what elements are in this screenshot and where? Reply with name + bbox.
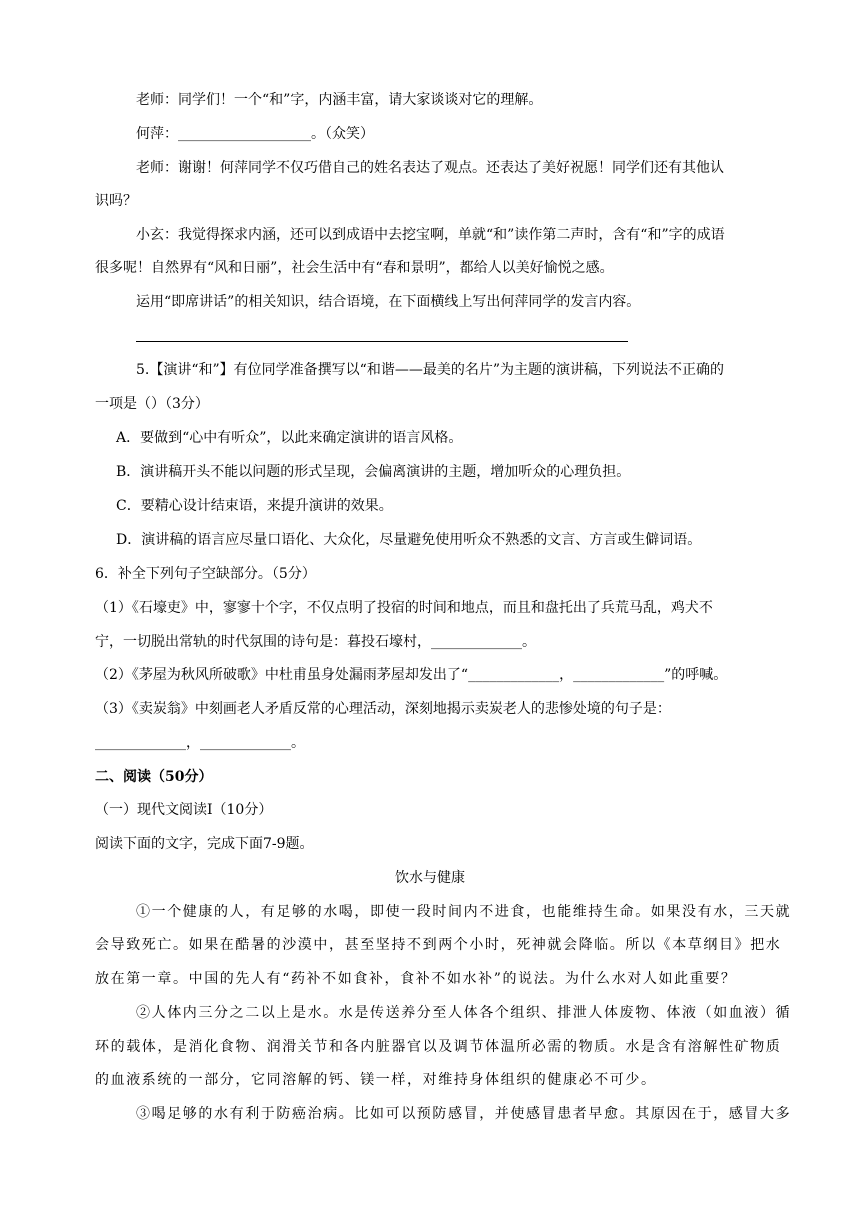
q5-option-a: A．要做到“心中有听众”，以此来确定演讲的语言风格。 [116,430,463,446]
q6-item-1-line-2: 宁，一切脱出常轨的时代氛围的诗句是：暮投石壕村，_____________。 [95,634,536,650]
q6-stem: 6．补全下列句子空缺部分。（5分） [95,566,316,582]
article-p2-line-2: 环的载体，是消化食物、润滑关节和各内脏器官以及调节体温所必需的物质。水是含有溶解性矿物质 [95,1039,782,1055]
q6-item-3-line-1: （3）《卖炭翁》中刻画老人矛盾反常的心理活动，深刻地揭示卖炭老人的悲惨处境的句子是： [95,701,671,717]
q5-option-d: D．演讲稿的语言应尽量口语化、大众化，尽量避免使用听众不熟悉的文言、方言或生僻词语。 [116,532,702,548]
dialogue-instruction: 运用“即席讲话”的相关知识，结合语境，在下面横线上写出何萍同学的发言内容。 [136,294,641,310]
q6-item-1-line-1: （1）《石壕吏》中，寥寥十个字，不仅点明了投宿的时间和地点，而且和盘托出了兵荒马乱，鸡犬不 [95,600,713,616]
article-p1-line-2: 会导致死亡。如果在酷暑的沙漠中，甚至坚持不到两个小时，死神就会降临。所以《本草纲目》把水 [95,937,782,953]
q6-item-3-line-2: _____________，_____________。 [95,735,305,751]
dialogue-teacher-2-line-1: 老师：谢谢！何萍同学不仅巧借自己的姓名表达了观点。还表达了美好祝愿！同学们还有其他认 [136,160,724,176]
article-p3-line-1: ③喝足够的水有利于防癌治病。比如可以预防感冒，并使感冒患者早愈。其原因在于，感冒大多 [136,1106,792,1122]
dialogue-heping: 何萍：___________________。（众笑） [136,126,374,142]
dialogue-xiaoxuan-line-2: 很多呢！自然界有“风和日丽”，社会生活中有“春和景明”，都给人以美好愉悦之感。 [95,260,614,276]
article-p1-line-3: 放在第一章。中国的先人有“药补不如食补，食补不如水补”的说法。为什么水对人如此重要？ [95,971,737,987]
article-p2-line-1: ②人体内三分之二以上是水。水是传送养分至人体各个组织、排泄人体废物、体液（如血液）循 [136,1005,792,1021]
section-2-heading: 二、阅读（50分） [95,769,213,785]
dialogue-teacher-1: 老师：同学们！一个“和”字，内涵丰富，请大家谈谈对它的理解。 [136,92,543,108]
article-title: 饮水与健康 [395,870,465,886]
section-2-sub-heading: （一）现代文阅读Ⅰ（10分） [95,802,273,818]
answer-line [136,341,628,342]
article-p1-line-1: ①一个健康的人，有足够的水喝，即使一段时间内不进食，也能维持生命。如果没有水，三天就 [136,904,792,920]
q5-stem-line-2: 一项是（）（3分） [95,396,209,412]
q5-option-c: C．要精心设计结束语，来提升演讲的效果。 [116,498,393,514]
dialogue-xiaoxuan-line-1: 小玄：我觉得探求内涵，还可以到成语中去挖宝啊，单就“和”读作第二声时，含有“和”字的成语 [136,227,725,243]
q5-option-b: B．演讲稿开头不能以问题的形式呈现，会偏离演讲的主题，增加听众的心理负担。 [116,464,631,480]
article-p2-line-3: 的血液系统的一部分，它同溶解的钙、镁一样，对维持身体组织的健康必不可少。 [95,1072,657,1088]
section-2-instruction: 阅读下面的文字，完成下面7-9题。 [95,836,314,852]
dialogue-teacher-2-line-2: 识吗？ [95,193,137,209]
q5-stem-line-1: 5.【演讲“和”】有位同学准备撰写以“和谐——最美的名片”为主题的演讲稿，下列说法不正确的 [136,362,724,378]
q6-item-2: （2）《茅屋为秋风所破歌》中杜甫虽身处漏雨茅屋却发出了“_____________，_____________”的呼喊。 [95,667,728,683]
